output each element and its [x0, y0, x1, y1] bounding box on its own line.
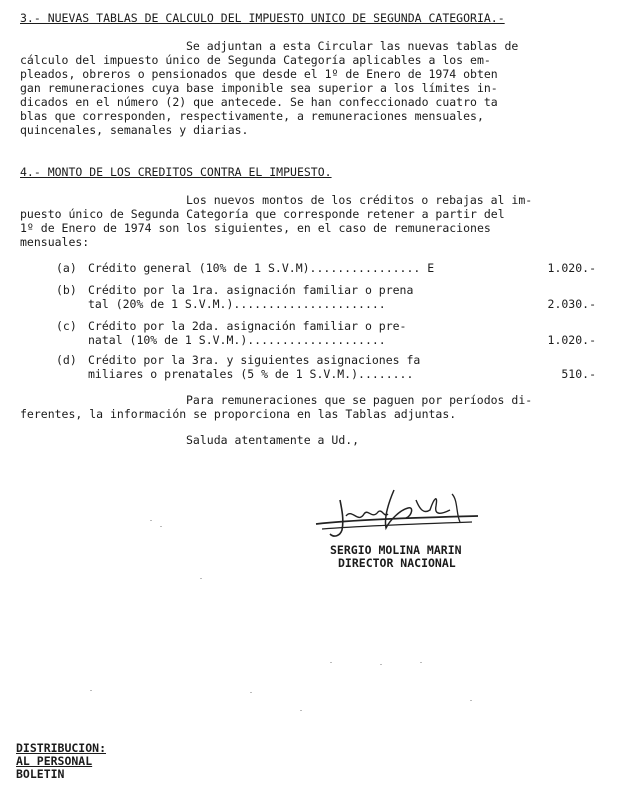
credit-text: Crédito por la 3ra. y siguientes asignaciones fa: [88, 353, 421, 367]
credit-text: tal (20% de 1 S.V.M.)......................: [88, 297, 386, 311]
credit-label: (b): [56, 283, 77, 297]
section-3-line: blas que corresponden, respectivamente, a remuneraciones mensuales,: [20, 109, 484, 123]
credit-text: miliares o prenatales (5 % de 1 S.V.M.)........: [88, 367, 414, 381]
closing-line: ferentes, la información se proporciona en las Tablas adjuntas.: [20, 407, 457, 421]
distribution-heading: DISTRIBUCION:: [16, 741, 107, 755]
signer-title: DIRECTOR NACIONAL: [338, 556, 456, 570]
section-4-line: puesto único de Segunda Categoría que corresponde retener a partir del: [20, 207, 505, 221]
credit-amount: 510.-: [561, 367, 596, 381]
credit-text: Crédito por la 2da. asignación familiar o pre-: [88, 319, 407, 333]
distribution-item: AL PERSONAL: [16, 754, 93, 768]
credit-label: (a): [56, 261, 77, 275]
credit-amount: 1.020.-: [547, 261, 596, 275]
section-3-line: quincenales, semanales y diarias.: [20, 123, 249, 137]
credit-text: Crédito general (10% de 1 S.V.M)................ E: [88, 261, 435, 275]
distribution-item: BOLETIN: [16, 767, 65, 781]
credit-text: natal (10% de 1 S.V.M.)....................: [88, 333, 386, 347]
credit-amount: 2.030.-: [547, 297, 596, 311]
salutation: Saluda atentamente a Ud.,: [186, 433, 360, 447]
section-3-line: gan remuneraciones cuya base imponible sea superior a los límites in-: [20, 81, 498, 95]
section-4-line: Los nuevos montos de los créditos o rebajas al im-: [186, 193, 533, 207]
signer-name: SERGIO MOLINA MARIN: [330, 543, 462, 557]
section-4-line: 1º de Enero de 1974 son los siguientes, en el caso de remuneraciones: [20, 221, 491, 235]
section-3-title: 3.- NUEVAS TABLAS DE CALCULO DEL IMPUESTO UNICO DE SEGUNDA CATEGORIA.-: [20, 11, 505, 25]
credit-label: (d): [56, 353, 77, 367]
section-3-line: dicados en el número (2) que antecede. Se han confeccionado cuatro ta: [20, 95, 498, 109]
credit-amount: 1.020.-: [547, 333, 596, 347]
section-3-line: cálculo del impuesto único de Segunda Categoría aplicables a los em-: [20, 53, 491, 67]
closing-line: Para remuneraciones que se paguen por períodos di-: [186, 393, 533, 407]
section-4-title: 4.- MONTO DE LOS CREDITOS CONTRA EL IMPUESTO.: [20, 165, 332, 179]
credit-label: (c): [56, 319, 77, 333]
handwritten-signature: [312, 480, 482, 544]
section-3-line: pleados, obreros o pensionados que desde el 1º de Enero de 1974 obten: [20, 67, 498, 81]
section-3-line: Se adjuntan a esta Circular las nuevas tablas de: [186, 39, 519, 53]
credit-text: Crédito por la 1ra. asignación familiar o prena: [88, 283, 414, 297]
section-4-line: mensuales:: [20, 235, 90, 249]
